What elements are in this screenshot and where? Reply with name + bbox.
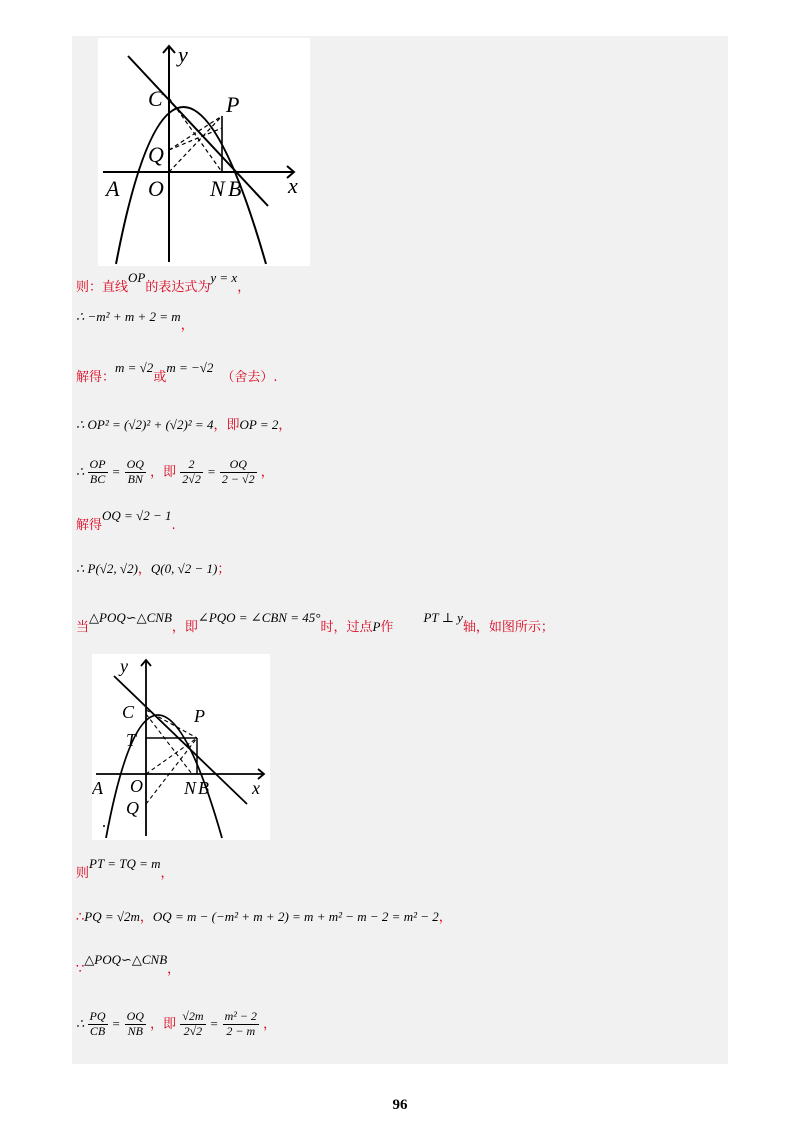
parabola-curve [116, 107, 266, 264]
stray-dot [103, 825, 105, 827]
label-n: N [184, 778, 197, 798]
line-ratio-1: ∴ $\frac{OP}{BC}$ = $\frac{OQ}{BN}$ ，即 $\frac{2}{2√2}$ = $\frac{OQ}{2 - √2}$ ， [76, 457, 274, 486]
label-b: B [198, 778, 209, 798]
figure-parabola-2 [92, 654, 270, 840]
page-number: 96 [392, 1097, 408, 1113]
label-q: Q [148, 142, 164, 167]
frac-2-2r2: $\frac{2}{2√2}$ [182, 457, 201, 486]
label-n: N [210, 176, 225, 201]
frac-pq-cb: $\frac{PQ}{CB}$ [89, 1009, 106, 1038]
line-op-squared: ∴ OP² = (√2)² + (√2)² = 4，即OP = 2， [76, 417, 292, 433]
frac-m2m2-2mm: $\frac{\text{m² − 2}}{2 - m}$ [224, 1009, 257, 1038]
line-points-pq: ∴ P(√2, √2)，Q(0, √2 − 1)； [76, 561, 231, 577]
label-q: Q [126, 798, 139, 818]
line-similar: ∵△POQ∽△CNB， [76, 952, 181, 977]
label-c: C [122, 702, 135, 722]
label-o: O [148, 176, 164, 201]
frac-oq-nb: $\frac{OQ}{NB}$ [126, 1009, 144, 1038]
figure-1-svg [98, 38, 310, 266]
label-t: T [126, 730, 137, 750]
label-y: y [178, 42, 188, 67]
frac-op-bc: $\frac{OP}{BC}$ [89, 457, 106, 486]
figure-2-svg [92, 654, 270, 840]
figure-parabola-1 [98, 38, 310, 266]
label-o: O [130, 776, 143, 796]
label-y: y [120, 656, 128, 676]
dashed-op [169, 116, 222, 172]
label-p: P [226, 92, 240, 117]
line-pt-tq: 则PT = TQ = m， [76, 856, 174, 881]
line-solve-oq: 解得OQ = √2 − 1. [76, 508, 176, 533]
label-b: B [228, 176, 242, 201]
label-a: A [92, 778, 103, 798]
frac-oq-bn: $\frac{OQ}{BN}$ [126, 457, 144, 486]
label-p: P [194, 706, 205, 726]
line-case-2: 当△POQ∽△CNB，即∠PQO = ∠CBN = 45°时，过点P作PT ⊥ y轴，如图所示； [76, 610, 554, 635]
parabola-curve [106, 715, 222, 838]
line-equation-m: ∴ −m² + m + 2 = m， [76, 309, 194, 333]
line-op-expression: 则：直线OP的表达式为y = x， [76, 270, 251, 295]
dashed-qp [169, 116, 222, 150]
label-x: x [252, 778, 260, 798]
frac-oq-2mr2: $\frac{OQ}{2 - √2}$ [221, 457, 255, 486]
label-c: C [148, 86, 163, 111]
line-ratio-2: ∴ $\frac{PQ}{CB}$ = $\frac{OQ}{NB}$ ，即 $\frac{√2m}{2√2}$ = $\frac{\text{m² − 2}}{2 - m}$ ， [76, 1009, 277, 1038]
label-a: A [106, 176, 120, 201]
line-solve-m: 解得：m = √2或m = −√2（舍去）. [76, 360, 278, 385]
line-pq-oq: ∴PQ = √2m，OQ = m − (−m² + m + 2) = m + m² − m − 2 = m² − 2， [76, 909, 452, 925]
dashed-op [146, 738, 197, 774]
frac-r2m-2r2: $\frac{√2m}{2√2}$ [182, 1009, 204, 1038]
label-x: x [288, 173, 298, 198]
dashed-cp [146, 710, 197, 738]
